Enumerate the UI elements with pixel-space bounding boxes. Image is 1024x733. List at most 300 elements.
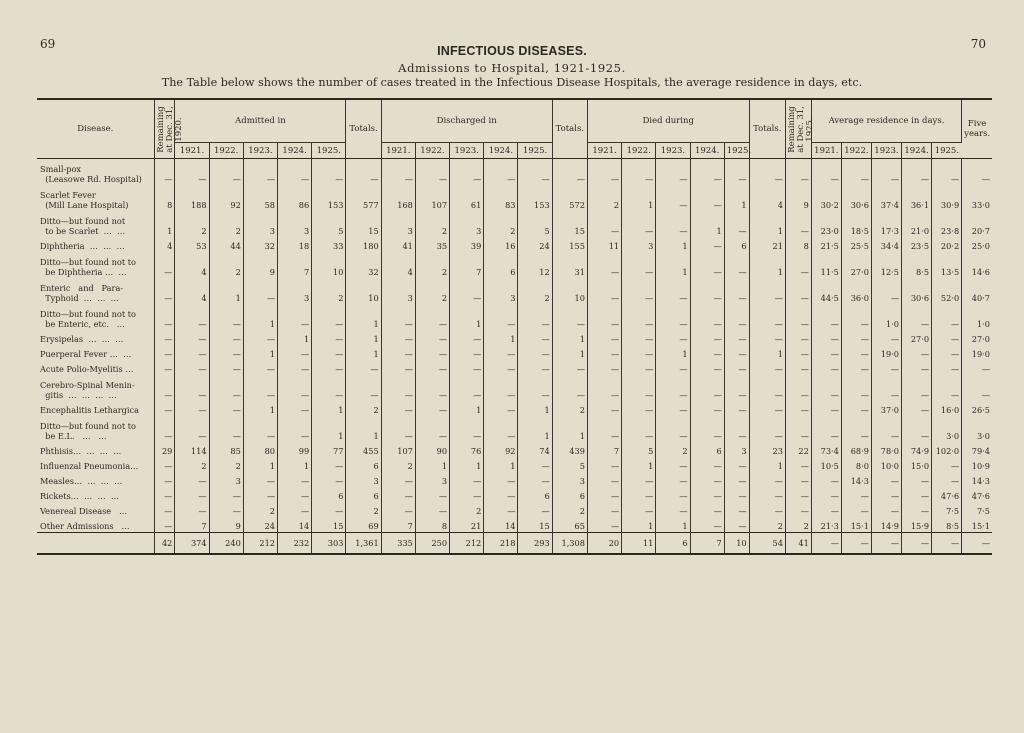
admitted-cell: 3: [243, 211, 277, 237]
average-cell: —: [811, 330, 841, 345]
admitted-cell: —: [278, 304, 312, 330]
discharged-cell: 6: [518, 487, 552, 502]
average-cell: —: [902, 345, 932, 360]
discharged-cell: 15: [518, 517, 552, 533]
discharged-cell: 218: [484, 533, 518, 555]
five-years-cell: 14·3: [971, 476, 990, 486]
disease-cell: Enteric and Para- Typhoid … … …: [37, 278, 154, 304]
average-cell: 11·5: [811, 252, 841, 278]
admitted-cell: —: [209, 304, 243, 330]
admitted-cell: 1: [243, 304, 277, 330]
table-row: [37, 502, 992, 517]
average-cell: 52·0: [932, 278, 962, 304]
died-total-cell: —: [749, 502, 785, 517]
discharged-cell: —: [518, 304, 552, 330]
average-cell: —: [841, 304, 871, 330]
header-admitted-year: 1922.: [209, 143, 243, 159]
discharged-cell: 107: [381, 442, 415, 457]
remaining-start-cell: 42: [154, 533, 175, 555]
died-cell: —: [724, 304, 749, 330]
average-cell: —: [871, 502, 901, 517]
admitted-cell: 212: [243, 533, 277, 555]
average-cell: —: [811, 502, 841, 517]
died-cell: 7: [690, 533, 724, 555]
remaining-end-cell: —: [785, 211, 811, 237]
died-total-cell: 1: [749, 457, 785, 472]
died-cell: —: [587, 211, 621, 237]
remaining-end-cell: —: [785, 159, 811, 186]
admitted-total-cell: 3: [346, 472, 381, 487]
average-cell: —: [932, 457, 962, 472]
admitted-total-cell: 180: [346, 237, 381, 252]
admitted-cell: —: [209, 401, 243, 416]
admitted-cell: 33: [312, 237, 346, 252]
average-cell: —: [871, 330, 901, 345]
average-cell: —: [902, 401, 932, 416]
discharged-cell: —: [518, 159, 552, 186]
discharged-cell: —: [415, 360, 449, 375]
discharged-cell: 7: [450, 252, 484, 278]
average-cell: 78·0: [871, 442, 901, 457]
died-cell: 1: [656, 517, 690, 533]
discharged-cell: 61: [450, 185, 484, 211]
died-cell: —: [656, 304, 690, 330]
died-cell: —: [587, 304, 621, 330]
discharged-total-cell: 1,308: [552, 533, 587, 555]
admitted-cell: —: [209, 345, 243, 360]
header-remaining-start: Remaining at Dec. 31, 1920.: [154, 99, 175, 159]
died-cell: —: [690, 360, 724, 375]
admitted-cell: —: [278, 487, 312, 502]
average-cell: 36·0: [841, 278, 871, 304]
header-admitted: Admitted in: [175, 99, 346, 143]
died-cell: 3: [724, 442, 749, 457]
discharged-cell: 212: [450, 533, 484, 555]
disease-cell: Ditto—but found not to be Diphtheria … …: [37, 252, 154, 278]
header-admitted-totals: Totals.: [346, 99, 381, 159]
page-subtitle: Admissions to Hospital, 1921-1925.: [398, 61, 626, 75]
died-cell: —: [724, 278, 749, 304]
header-died-year: 1923.: [656, 143, 690, 159]
discharged-cell: 2: [518, 278, 552, 304]
disease-cell: Ditto—but found not to be E.L. … …: [37, 416, 154, 442]
died-cell: —: [622, 416, 656, 442]
disease-cell: Cerebro-Spinal Menin- gitis … … … …: [37, 375, 154, 401]
average-cell: 3·0: [932, 416, 962, 442]
died-cell: 2: [587, 185, 621, 211]
admitted-total-cell: —: [346, 360, 381, 375]
remaining-end-cell: —: [785, 487, 811, 502]
discharged-cell: —: [484, 472, 518, 487]
average-cell: —: [871, 375, 901, 401]
admitted-cell: 2: [209, 457, 243, 472]
average-cell: —: [811, 345, 841, 360]
five-years-cell: 26·5: [971, 405, 990, 415]
average-cell: —: [811, 533, 841, 555]
admitted-cell: —: [243, 487, 277, 502]
admitted-cell: 92: [209, 185, 243, 211]
table-row: [37, 416, 992, 442]
died-total-cell: —: [749, 416, 785, 442]
admitted-cell: 85: [209, 442, 243, 457]
average-cell: 23·8: [932, 211, 962, 237]
discharged-cell: 90: [415, 442, 449, 457]
died-cell: —: [690, 472, 724, 487]
admitted-cell: —: [243, 416, 277, 442]
average-cell: —: [902, 375, 932, 401]
average-cell: —: [902, 360, 932, 375]
died-cell: —: [622, 401, 656, 416]
discharged-cell: 21: [450, 517, 484, 533]
header-died-year: 1924.: [690, 143, 724, 159]
header-remaining-end: Remaining at Dec. 31, 1925.: [785, 99, 811, 159]
died-cell: 1: [622, 457, 656, 472]
average-cell: —: [841, 401, 871, 416]
admitted-total-cell: 2: [346, 502, 381, 517]
admitted-cell: —: [312, 330, 346, 345]
admitted-cell: —: [278, 401, 312, 416]
disease-cell: Ditto—but found not to be Scarlet … …: [37, 211, 154, 237]
died-cell: —: [656, 375, 690, 401]
admitted-cell: 2: [312, 278, 346, 304]
admitted-cell: —: [312, 457, 346, 472]
died-cell: —: [587, 159, 621, 186]
remaining-start-cell: —: [154, 304, 175, 330]
died-cell: —: [724, 330, 749, 345]
died-cell: —: [690, 330, 724, 345]
average-cell: —: [871, 360, 901, 375]
table-row: [37, 252, 992, 278]
average-cell: 74·9: [902, 442, 932, 457]
discharged-total-cell: 2: [552, 401, 587, 416]
average-cell: 13·5: [932, 252, 962, 278]
discharged-cell: 107: [415, 185, 449, 211]
average-cell: 47·6: [932, 487, 962, 502]
five-years-cell: 79·4: [971, 446, 990, 456]
disease-cell: Measles… … … …: [37, 472, 154, 487]
table-row: [37, 278, 992, 304]
remaining-start-cell: 4: [154, 237, 175, 252]
discharged-cell: —: [415, 330, 449, 345]
discharged-cell: —: [484, 502, 518, 517]
remaining-end-cell: —: [785, 304, 811, 330]
admitted-cell: 1: [312, 401, 346, 416]
died-cell: —: [656, 330, 690, 345]
five-years-cell: 3·0: [976, 431, 990, 441]
admitted-cell: 1: [278, 457, 312, 472]
table-row: [37, 211, 992, 237]
died-cell: 6: [724, 237, 749, 252]
admitted-cell: —: [278, 360, 312, 375]
died-cell: —: [690, 502, 724, 517]
discharged-cell: 1: [518, 401, 552, 416]
average-cell: 21·3: [811, 517, 841, 533]
header-average-year: 1922.: [841, 143, 871, 159]
discharged-total-cell: 6: [552, 487, 587, 502]
five-years-cell: —: [962, 533, 992, 555]
average-cell: 37·4: [871, 185, 901, 211]
admitted-cell: —: [209, 159, 243, 186]
average-cell: —: [841, 330, 871, 345]
disease-cell: Other Admissions …: [37, 517, 154, 533]
discharged-cell: —: [450, 487, 484, 502]
average-cell: —: [841, 502, 871, 517]
died-cell: —: [690, 457, 724, 472]
admitted-cell: —: [243, 278, 277, 304]
header-average-year: 1921.: [811, 143, 841, 159]
remaining-start-cell: —: [154, 159, 175, 186]
died-total-cell: —: [749, 472, 785, 487]
discharged-cell: —: [518, 360, 552, 375]
discharged-total-cell: 1: [552, 416, 587, 442]
five-years-cell: 27·0: [971, 334, 990, 344]
admitted-cell: 77: [312, 442, 346, 457]
discharged-cell: 3: [381, 211, 415, 237]
died-cell: —: [656, 472, 690, 487]
average-cell: —: [932, 304, 962, 330]
discharged-cell: —: [484, 304, 518, 330]
discharged-cell: —: [381, 502, 415, 517]
discharged-total-cell: —: [552, 360, 587, 375]
died-total-cell: —: [749, 304, 785, 330]
discharged-cell: —: [381, 416, 415, 442]
disease-cell: [37, 533, 154, 555]
admitted-cell: 32: [243, 237, 277, 252]
discharged-cell: —: [484, 401, 518, 416]
admitted-cell: 3: [278, 211, 312, 237]
average-cell: 20·2: [932, 237, 962, 252]
died-total-cell: —: [749, 330, 785, 345]
admitted-total-cell: 577: [346, 185, 381, 211]
discharged-cell: —: [381, 304, 415, 330]
discharged-total-cell: 439: [552, 442, 587, 457]
average-cell: 37·0: [871, 401, 901, 416]
admitted-total-cell: 32: [346, 252, 381, 278]
average-cell: 1·0: [871, 304, 901, 330]
discharged-cell: 41: [381, 237, 415, 252]
average-cell: 14·9: [871, 517, 901, 533]
died-cell: —: [690, 345, 724, 360]
admitted-cell: 4: [175, 278, 209, 304]
remaining-end-cell: —: [785, 330, 811, 345]
average-cell: 18·5: [841, 211, 871, 237]
average-cell: 14·3: [841, 472, 871, 487]
admitted-cell: 2: [209, 252, 243, 278]
discharged-cell: —: [381, 330, 415, 345]
average-cell: —: [902, 502, 932, 517]
admitted-cell: 10: [312, 252, 346, 278]
header-average-year: 1923.: [871, 143, 901, 159]
admitted-cell: —: [243, 375, 277, 401]
discharged-cell: —: [415, 502, 449, 517]
disease-cell: Rickets… … … …: [37, 487, 154, 502]
died-total-cell: —: [749, 487, 785, 502]
admitted-cell: 1: [243, 401, 277, 416]
died-cell: —: [690, 159, 724, 186]
disease-cell: Erysipelas … … …: [37, 330, 154, 345]
died-cell: —: [622, 330, 656, 345]
admitted-cell: 18: [278, 237, 312, 252]
admitted-cell: 9: [209, 517, 243, 533]
table-row: [37, 457, 992, 472]
discharged-total-cell: —: [552, 375, 587, 401]
remaining-end-cell: —: [785, 502, 811, 517]
discharged-cell: —: [415, 159, 449, 186]
admitted-cell: —: [209, 330, 243, 345]
average-cell: —: [902, 533, 932, 555]
died-cell: —: [587, 375, 621, 401]
died-cell: —: [622, 211, 656, 237]
table-row: [37, 159, 992, 186]
discharged-cell: —: [484, 375, 518, 401]
header-average: Average residence in days.: [811, 99, 961, 143]
died-cell: —: [690, 375, 724, 401]
five-years-cell: 10·9: [971, 461, 990, 471]
admitted-cell: 3: [209, 472, 243, 487]
remaining-end-cell: —: [785, 278, 811, 304]
average-cell: 7·5: [932, 502, 962, 517]
admitted-cell: 1: [243, 457, 277, 472]
header-admitted-year: 1924.: [278, 143, 312, 159]
average-cell: 19·0: [871, 345, 901, 360]
average-cell: —: [871, 472, 901, 487]
discharged-cell: 250: [415, 533, 449, 555]
average-cell: —: [811, 360, 841, 375]
table-row: [37, 375, 992, 401]
table-row: [37, 345, 992, 360]
discharged-total-cell: 1: [552, 330, 587, 345]
discharged-cell: —: [415, 416, 449, 442]
died-cell: —: [724, 375, 749, 401]
average-cell: 15·1: [841, 517, 871, 533]
discharged-total-cell: 3: [552, 472, 587, 487]
died-cell: —: [724, 472, 749, 487]
average-cell: 8·5: [902, 252, 932, 278]
admitted-cell: —: [175, 360, 209, 375]
average-cell: 30·6: [841, 185, 871, 211]
table-row: [37, 185, 992, 211]
discharged-cell: 2: [450, 502, 484, 517]
remaining-start-cell: —: [154, 330, 175, 345]
admitted-total-cell: 1: [346, 330, 381, 345]
died-cell: 1: [656, 237, 690, 252]
discharged-cell: —: [484, 360, 518, 375]
average-cell: 15·9: [902, 517, 932, 533]
disease-cell: Diphtheria … … …: [37, 237, 154, 252]
admitted-cell: 2: [243, 502, 277, 517]
five-years-cell: —: [981, 390, 990, 400]
discharged-cell: 2: [484, 211, 518, 237]
remaining-start-cell: —: [154, 278, 175, 304]
admitted-cell: —: [312, 360, 346, 375]
died-cell: —: [587, 345, 621, 360]
discharged-cell: 3: [415, 472, 449, 487]
disease-cell: Puerperal Fever … …: [37, 345, 154, 360]
died-cell: —: [724, 345, 749, 360]
died-cell: 5: [622, 442, 656, 457]
admitted-total-cell: 15: [346, 211, 381, 237]
discharged-cell: 12: [518, 252, 552, 278]
died-cell: 1: [690, 211, 724, 237]
admitted-cell: 7: [278, 252, 312, 278]
died-cell: —: [690, 252, 724, 278]
average-cell: —: [871, 278, 901, 304]
discharged-cell: 1: [450, 457, 484, 472]
died-cell: —: [724, 457, 749, 472]
admitted-cell: 15: [312, 517, 346, 533]
died-cell: —: [690, 401, 724, 416]
discharged-total-cell: 15: [552, 211, 587, 237]
disease-cell: Venereal Disease …: [37, 502, 154, 517]
average-cell: 36·1: [902, 185, 932, 211]
five-years-cell: —: [981, 174, 990, 184]
died-total-cell: 1: [749, 211, 785, 237]
died-cell: —: [690, 517, 724, 533]
disease-cell: Phthisis… … … …: [37, 442, 154, 457]
died-total-cell: —: [749, 401, 785, 416]
page-title: INFECTIOUS DISEASES.: [437, 44, 587, 58]
average-cell: —: [841, 375, 871, 401]
discharged-cell: 1: [415, 457, 449, 472]
discharged-cell: —: [518, 502, 552, 517]
admitted-cell: —: [175, 472, 209, 487]
discharged-cell: —: [518, 457, 552, 472]
discharged-cell: —: [381, 159, 415, 186]
average-cell: —: [902, 472, 932, 487]
died-cell: 3: [622, 237, 656, 252]
discharged-cell: 4: [381, 252, 415, 278]
discharged-cell: —: [484, 345, 518, 360]
admitted-cell: —: [278, 375, 312, 401]
died-total-cell: 1: [749, 252, 785, 278]
died-total-cell: 2: [749, 517, 785, 533]
discharged-cell: 3: [381, 278, 415, 304]
admitted-cell: —: [243, 360, 277, 375]
died-cell: —: [587, 457, 621, 472]
remaining-end-cell: —: [785, 472, 811, 487]
admitted-total-cell: 455: [346, 442, 381, 457]
died-cell: —: [656, 360, 690, 375]
discharged-cell: —: [518, 330, 552, 345]
average-cell: —: [902, 304, 932, 330]
died-cell: 6: [656, 533, 690, 555]
average-cell: —: [811, 304, 841, 330]
average-cell: —: [841, 345, 871, 360]
remaining-start-cell: —: [154, 360, 175, 375]
admitted-cell: 14: [278, 517, 312, 533]
admitted-cell: —: [312, 472, 346, 487]
admitted-cell: —: [175, 375, 209, 401]
admitted-cell: —: [278, 472, 312, 487]
header-average-year: 1925.: [932, 143, 962, 159]
admitted-total-cell: 1: [346, 416, 381, 442]
header-average-year: 1924.: [902, 143, 932, 159]
discharged-cell: —: [484, 416, 518, 442]
died-cell: —: [724, 502, 749, 517]
died-cell: —: [587, 502, 621, 517]
admitted-cell: —: [209, 360, 243, 375]
admitted-cell: 232: [278, 533, 312, 555]
average-cell: 34·4: [871, 237, 901, 252]
discharged-cell: —: [450, 472, 484, 487]
died-total-cell: 1: [749, 345, 785, 360]
average-cell: —: [811, 375, 841, 401]
admitted-cell: —: [175, 330, 209, 345]
admitted-cell: 114: [175, 442, 209, 457]
average-cell: —: [811, 416, 841, 442]
average-cell: —: [841, 487, 871, 502]
header-discharged-year: 1921.: [381, 143, 415, 159]
